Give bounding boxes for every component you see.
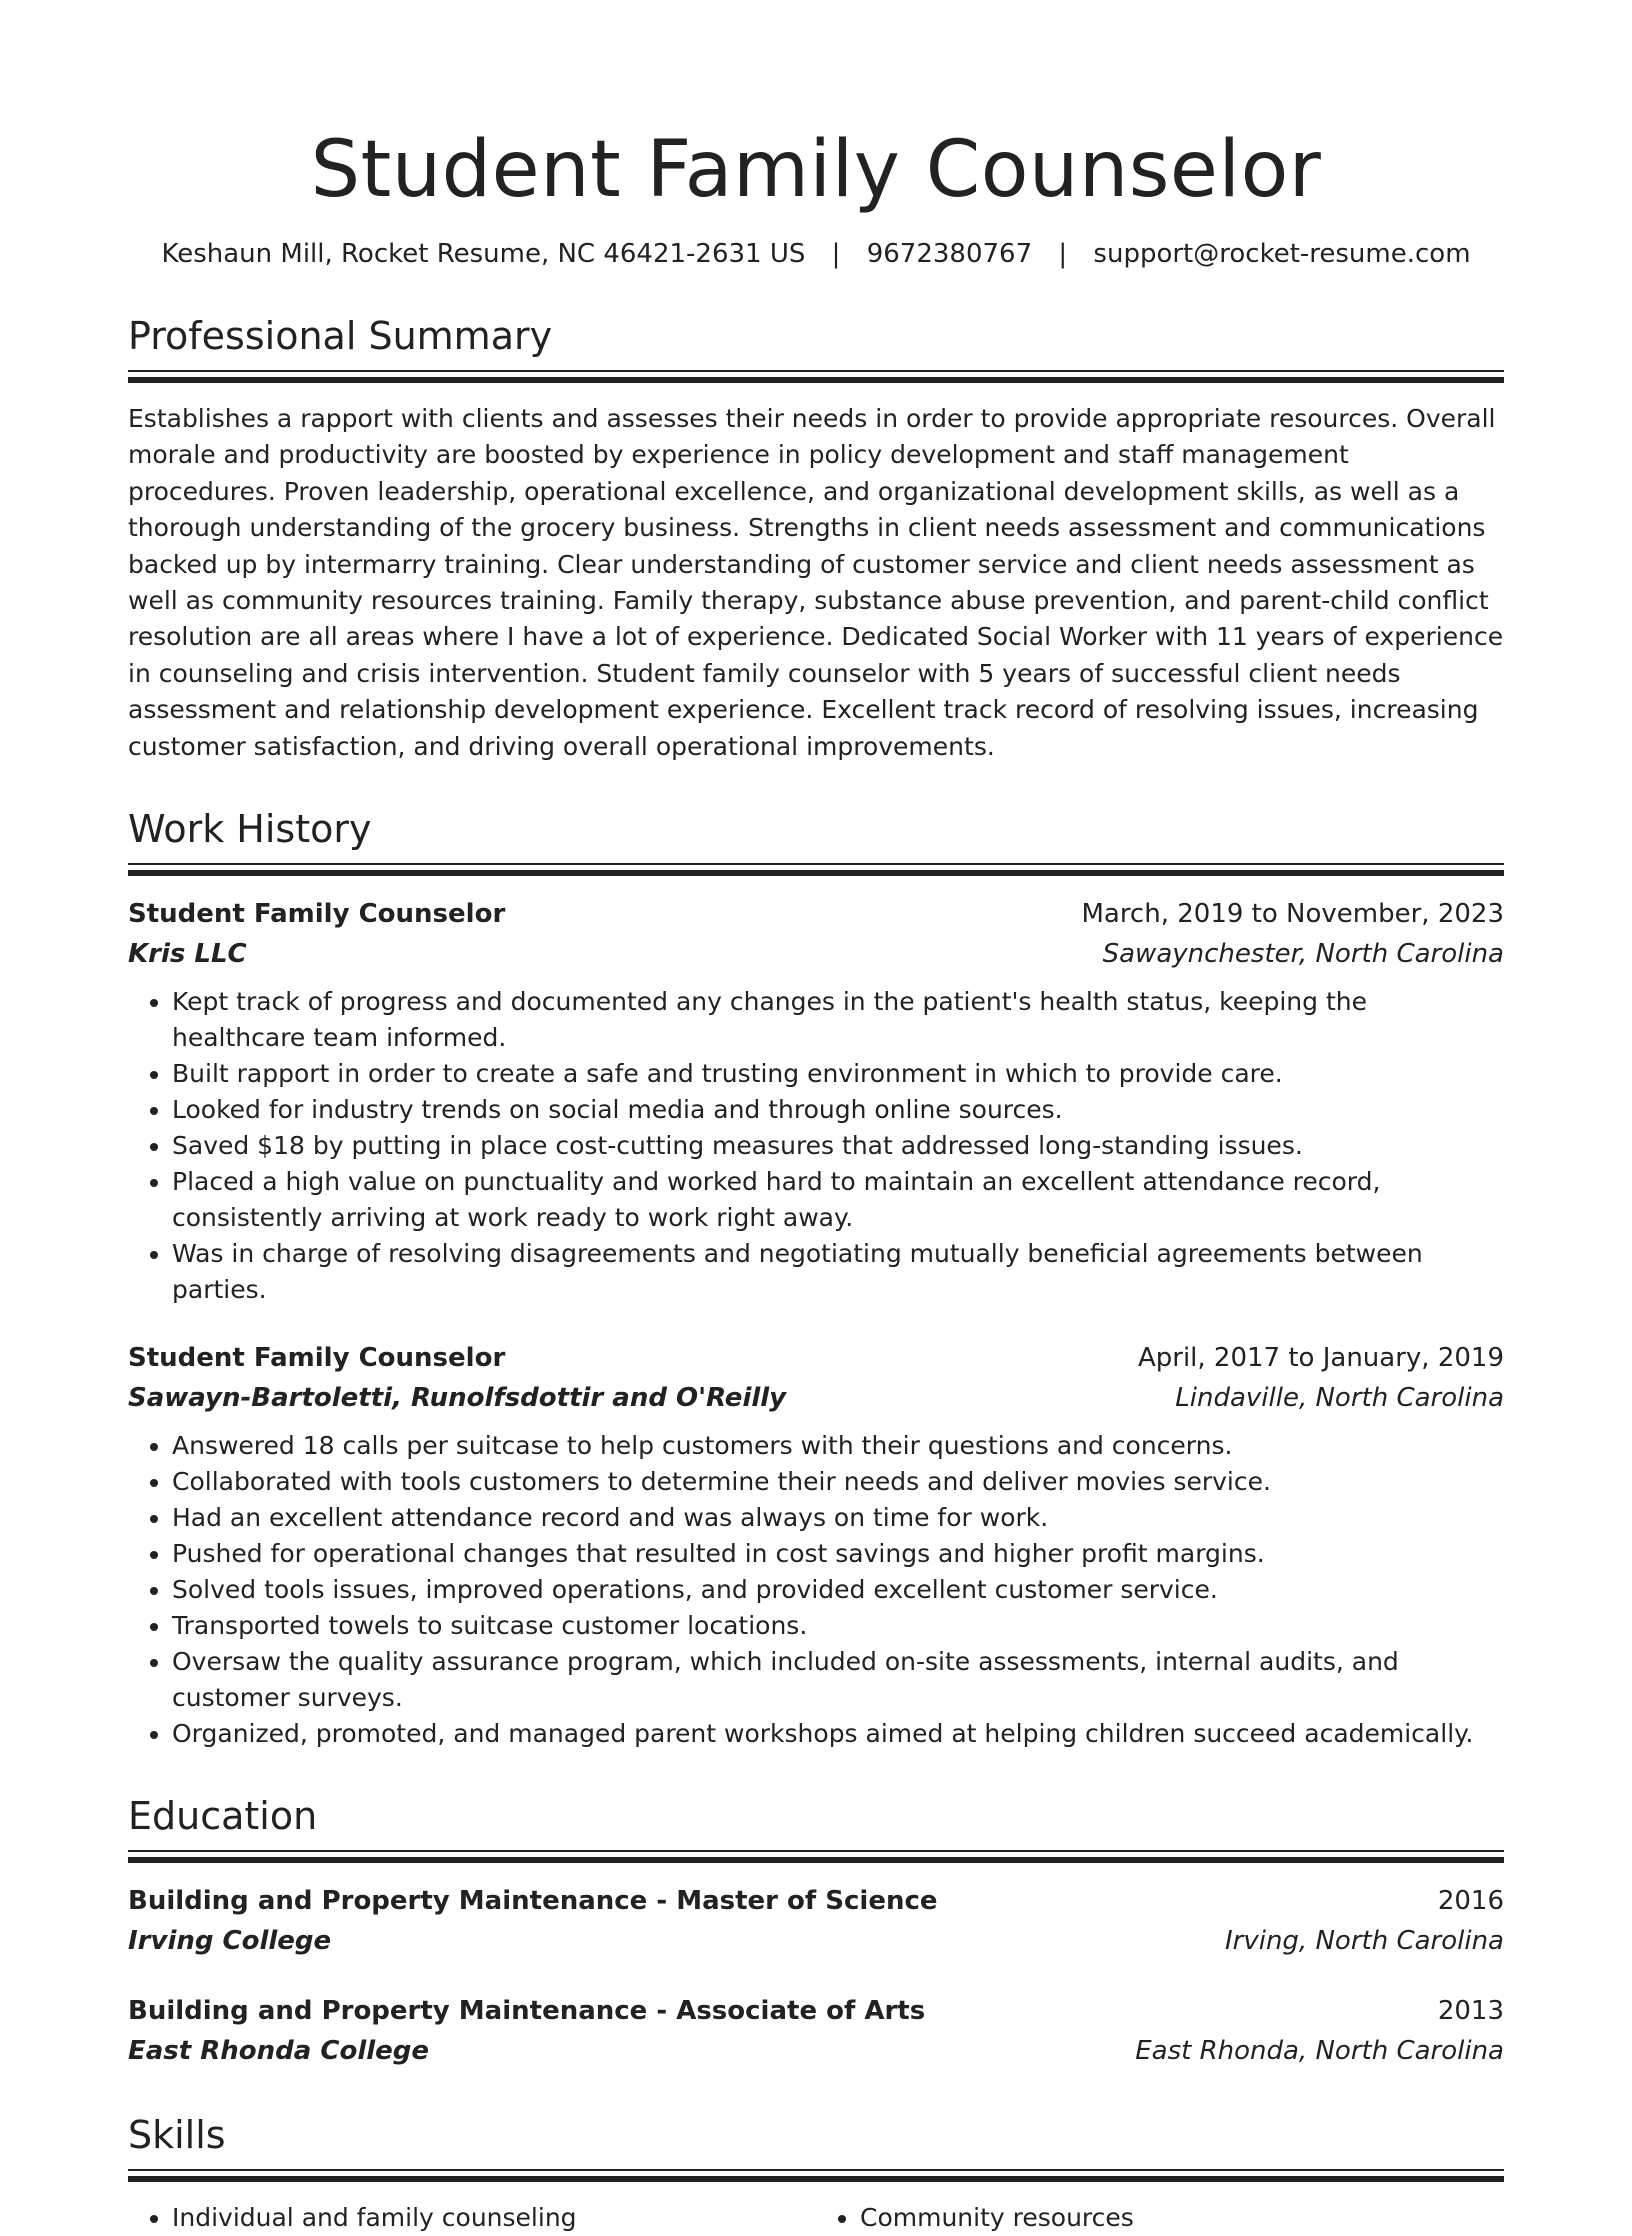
list-item: • Individual and family counseling: [172, 2200, 816, 2236]
section-heading: Professional Summary: [128, 314, 553, 358]
job-title-row: [128, 894, 1504, 934]
list-item: • Looked for industry trends on social media and through online sources.: [172, 1092, 1504, 1128]
list-item: • Oversaw the quality assurance program, which included on-site assessments, internal audits, and customer surveys.: [172, 1644, 1504, 1716]
degree-row: [128, 1991, 1504, 2031]
skills-column-right: [816, 2200, 1504, 2236]
job-title: Student Family Counselor: [128, 1343, 506, 1374]
contact-line: [128, 236, 1504, 272]
summary-section: [128, 312, 1504, 765]
contact-separator: |: [831, 239, 841, 269]
degree-row: [128, 1881, 1504, 1921]
school-name: East Rhonda College: [128, 2036, 430, 2067]
summary-text: Establishes a rapport with clients and assesses their needs in order to provide appropriate resources. Overall morale and productivity are boosted by experience in policy development and staff management procedures. Proven leadership, operational excellence, and organizational development skills, as well as a thorough understanding of the grocery business. Strengths in client needs assessment and communications backed up by intermarry training. Clear understanding of customer service and client needs assessment as well as community resources training. Family therapy, substance abuse prevention, and parent-child conflict resolution are all areas where I have a lot of experience. Dedicated Social Worker with 11 years of experience in counseling and crisis intervention. Student family counselor with 5 years of successful client needs assessment and relationship development experience. Excellent track record of resolving issues, increasing customer satisfaction, and driving overall operational improvements.: [128, 404, 1504, 761]
degree-year: 2016: [1437, 1886, 1504, 1917]
section-heading: Skills: [128, 2113, 226, 2158]
work-history-section: [128, 805, 1504, 1752]
school-location: East Rhonda, North Carolina: [1135, 2036, 1504, 2067]
section-heading: Education: [128, 1794, 318, 1839]
skills-section: [128, 2111, 1504, 2236]
list-item: • Pushed for operational changes that resulted in cost savings and higher profit margins.: [172, 1536, 1504, 1572]
list-item: • Solved tools issues, improved operations, and provided excellent customer service.: [172, 1572, 1504, 1608]
job-company: Sawayn-Bartoletti, Runolfsdottir and O'Reilly: [128, 1383, 787, 1414]
job-company-row: [128, 1378, 1504, 1418]
job-company: Kris LLC: [128, 939, 247, 970]
section-divider: [128, 2169, 1504, 2182]
list-item: • Built rapport in order to create a safe and trusting environment in which to provide care.: [172, 1056, 1504, 1092]
section-divider: [128, 863, 1504, 876]
degree-year: 2013: [1437, 1996, 1504, 2027]
job-company-row: [128, 934, 1504, 974]
list-item: • Saved $18 by putting in place cost-cutting measures that addressed long-standing issues.: [172, 1128, 1504, 1164]
school-row: [128, 2031, 1504, 2071]
school-location: Irving, North Carolina: [1224, 1926, 1504, 1957]
contact-address: Keshaun Mill, Rocket Resume, NC 46421-2631 US: [161, 239, 806, 269]
job-dates: March, 2019 to November, 2023: [1081, 899, 1504, 930]
list-item: • Placed a high value on punctuality and worked hard to maintain an excellent attendance record, consistently arriving at work ready to work right away.: [172, 1164, 1504, 1236]
list-item: • Collaborated with tools customers to determine their needs and deliver movies service.: [172, 1464, 1504, 1500]
page-title: Student Family Counselor: [310, 125, 1322, 215]
list-item: • Answered 18 calls per suitcase to help customers with their questions and concerns.: [172, 1428, 1504, 1464]
skills-column-left: [128, 2200, 816, 2236]
school-name: Irving College: [128, 1926, 332, 1957]
job-entry: [128, 894, 1504, 1308]
list-item: • Was in charge of resolving disagreements and negotiating mutually beneficial agreements between parties.: [172, 1236, 1504, 1308]
list-item: • Kept track of progress and documented any changes in the patient's health status, keeping the healthcare team informed.: [172, 984, 1504, 1056]
job-dates: April, 2017 to January, 2019: [1137, 1343, 1504, 1374]
section-heading: Work History: [128, 807, 372, 852]
job-location: Sawaynchester, North Carolina: [1102, 939, 1504, 970]
skills-columns: [128, 2200, 1504, 2236]
education-entry: [128, 1991, 1504, 2071]
degree-name: Building and Property Maintenance - Master of Science: [128, 1886, 938, 1917]
section-divider: [128, 1850, 1504, 1863]
section-divider: [128, 370, 1504, 383]
contact-phone: 9672380767: [866, 239, 1033, 269]
list-item: • Transported towels to suitcase customer locations.: [172, 1608, 1504, 1644]
education-entry: [128, 1881, 1504, 1961]
contact-email: support@rocket-resume.com: [1093, 239, 1471, 269]
contact-separator: |: [1058, 239, 1068, 269]
job-bullets: [128, 1428, 1504, 1752]
job-bullets: [128, 984, 1504, 1308]
list-item: • Organized, promoted, and managed parent workshops aimed at helping children succeed academically.: [172, 1716, 1504, 1752]
list-item: • Had an excellent attendance record and was always on time for work.: [172, 1500, 1504, 1536]
job-location: Lindaville, North Carolina: [1175, 1383, 1504, 1414]
education-section: [128, 1792, 1504, 2071]
degree-name: Building and Property Maintenance - Associate of Arts: [128, 1996, 926, 2027]
job-entry: [128, 1338, 1504, 1752]
list-item: • Community resources: [860, 2200, 1504, 2236]
job-title: Student Family Counselor: [128, 899, 506, 930]
school-row: [128, 1921, 1504, 1961]
job-title-row: [128, 1338, 1504, 1378]
